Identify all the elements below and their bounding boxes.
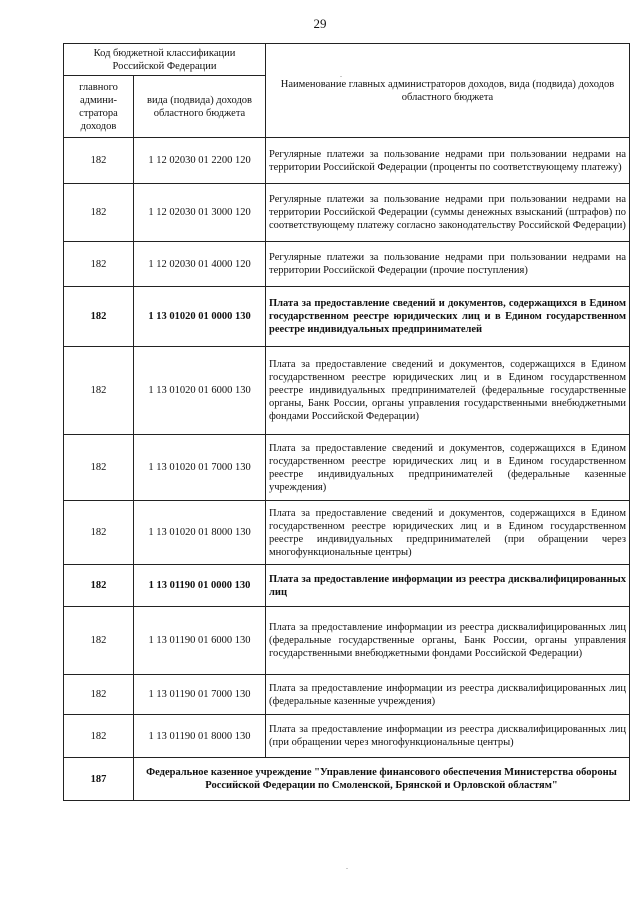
table-row (64, 607, 630, 675)
table-row (64, 715, 630, 758)
administrator-name-cell: Федеральное казенное учреждение "Управление финансового обеспечения Министерства обороны Российской Федерации по Смоленской, Брянской и Орловской областям" (134, 758, 630, 801)
admin-code-header: главного админи-стратора доходов (64, 76, 134, 138)
table-row (64, 242, 630, 287)
budget-code-header: Код бюджетной классификации Российской Федерации (64, 44, 266, 76)
admin-code-cell: 182 (64, 501, 134, 565)
budget-code-cell: 1 13 01020 01 6000 130 (134, 347, 266, 435)
table-row (64, 565, 630, 607)
admin-code-cell: 182 (64, 242, 134, 287)
budget-code-cell: 1 13 01020 01 0000 130 (134, 287, 266, 347)
admin-code-cell: 182 (64, 184, 134, 242)
table-row (64, 758, 630, 801)
budget-code-cell: 1 13 01190 01 0000 130 (134, 565, 266, 607)
table-row (64, 675, 630, 715)
admin-code-cell: 182 (64, 435, 134, 501)
income-name-cell: Плата за предоставление информации из реестра дисквалифицированных лиц (при обращении через многофункциональные центры) (266, 715, 630, 758)
admin-code-cell: 182 (64, 675, 134, 715)
admin-code-cell: 187 (64, 758, 134, 801)
budget-code-cell: 1 12 02030 01 4000 120 (134, 242, 266, 287)
budget-code-cell: 1 13 01020 01 7000 130 (134, 435, 266, 501)
scan-mark: . (340, 70, 342, 79)
admin-code-cell: 182 (64, 607, 134, 675)
budget-code-cell: 1 12 02030 01 3000 120 (134, 184, 266, 242)
table-row (64, 287, 630, 347)
budget-code-cell: 1 13 01190 01 6000 130 (134, 607, 266, 675)
table-row (64, 138, 630, 184)
admin-code-cell: 182 (64, 715, 134, 758)
admin-code-cell: 182 (64, 138, 134, 184)
income-administrators-table (63, 43, 630, 801)
income-kind-header: вида (подвида) доходов областного бюджета (134, 76, 266, 138)
budget-code-cell: 1 13 01020 01 8000 130 (134, 501, 266, 565)
table-row (64, 184, 630, 242)
admin-code-cell: 182 (64, 565, 134, 607)
income-name-cell: Плата за предоставление информации из реестра дисквалифицированных лиц (266, 565, 630, 607)
income-name-cell: Плата за предоставление сведений и документов, содержащихся в Едином государственном реестре юридических лиц и в Едином государственном реестре индивидуальных предпринимателей (федеральные казенные учреждения) (266, 435, 630, 501)
page-number: 29 (313, 16, 327, 31)
income-name-cell: Регулярные платежи за пользование недрами при пользовании недрами на территории Российской Федерации (проценты по соответствующему платежу) (266, 138, 630, 184)
table-row (64, 501, 630, 565)
income-name-cell: Плата за предоставление сведений и документов, содержащихся в Едином государственном реестре юридических лиц и в Едином государственном реестре индивидуальных предпринимателей (при обращении через многофункциональные центры) (266, 501, 630, 565)
table-row (64, 435, 630, 501)
table-row (64, 347, 630, 435)
budget-code-cell: 1 13 01190 01 7000 130 (134, 675, 266, 715)
income-name-cell: Регулярные платежи за пользование недрами при пользовании недрами на территории Российской Федерации (суммы денежных взысканий (штрафов) по соответствующему платежу согласно законодательству Российской Федерации) (266, 184, 630, 242)
income-name-cell: Регулярные платежи за пользование недрами при пользовании недрами на территории Российской Федерации (прочие поступления) (266, 242, 630, 287)
income-name-cell: Плата за предоставление информации из реестра дисквалифицированных лиц (федеральные государственные органы, Банк России, органы управления государственными внебюджетными фондами Российской Федерации) (266, 607, 630, 675)
admin-code-cell: 182 (64, 347, 134, 435)
budget-code-cell: 1 13 01190 01 8000 130 (134, 715, 266, 758)
budget-code-cell: 1 12 02030 01 2200 120 (134, 138, 266, 184)
income-name-cell: Плата за предоставление информации из реестра дисквалифицированных лиц (федеральные казенные учреждения) (266, 675, 630, 715)
scan-mark: . (346, 862, 348, 871)
income-name-cell: Плата за предоставление сведений и документов, содержащихся в Едином государственном реестре юридических лиц и в Едином государственном реестре индивидуальных предпринимателей (266, 287, 630, 347)
income-name-cell: Плата за предоставление сведений и документов, содержащихся в Едином государственном реестре юридических лиц и в Едином государственном реестре индивидуальных предпринимателей (федеральные государственные органы, Банк России, органы управления государственными внебюджетными фондами Российской Федерации) (266, 347, 630, 435)
name-header: Наименование главных администраторов доходов, вида (подвида) доходов областного бюджета (266, 44, 630, 138)
admin-code-cell: 182 (64, 287, 134, 347)
